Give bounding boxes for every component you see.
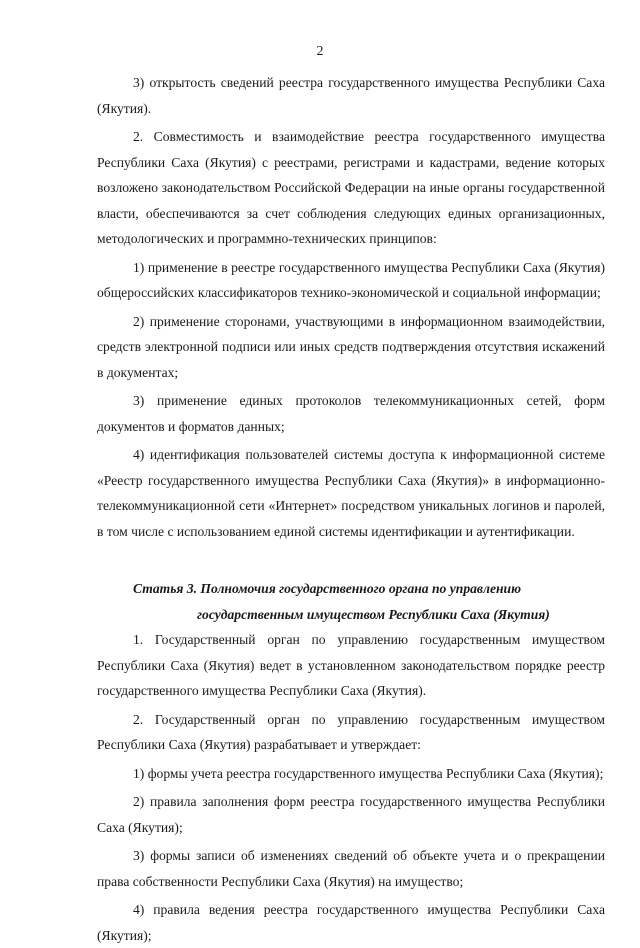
list-item-maintenance-rules: 4) правила ведения реестра государственного имущества Республики Саха (Якутия); <box>97 902 605 943</box>
list-item-protocols: 3) применение единых протоколов телекоммуникационных сетей, форм документов и форматов данных; <box>97 393 605 434</box>
article-heading-line-2: государственным имуществом Республики Саха (Якутия) <box>197 606 550 622</box>
list-item-electronic-signature: 2) применение сторонами, участвующими в информационном взаимодействии, средств электронной подписи или иных средств подтверждения отсутствия искажений в документах; <box>97 313 605 380</box>
list-item-classifiers: 1) применение в реестре государственного имущества Республики Саха (Якутия) общероссийских классификаторов технико-экономической и социальной информации; <box>97 259 605 300</box>
paragraph-approves: 2. Государственный орган по управлению государственным имуществом Республики Саха (Якутия) разрабатывает и утверждает: <box>97 711 605 752</box>
paragraph-compatibility: 2. Совместимость и взаимодействие реестра государственного имущества Республики Саха (Якутия) с реестрами, регистрами и кадастрами, ведение которых возложено законодательством Российской Федерации на иные органы государственной власти, обеспечиваются за счет соблюдения следующих единых организационных, методологических и программно-технических принципов: <box>97 129 605 246</box>
article-heading-line-1: Статья 3. Полномочия государственного органа по управлению <box>133 581 522 596</box>
list-item-identification: 4) идентификация пользователей системы доступа к информационной системе «Реестр государственного имущества Республики Саха (Якутия)» в информационно-телекоммуникационной сети «Интернет» посредством уникальных логинов и паролей, в том числе с использованием единой системы идентификации и аутентификации. <box>97 447 605 539</box>
page-number: 2 <box>316 44 324 59</box>
paragraph-registry-maintenance: 1. Государственный орган по управлению государственным имуществом Республики Саха (Якутия) ведет в установленном законодательством порядке реестр государственного имущества Республики Саха (Якутия). <box>97 632 605 698</box>
document-body <box>97 70 605 948</box>
list-item-change-record-forms: 3) формы записи об изменениях сведений об объекте учета и о прекращении права собственности Республики Саха (Якутия) на имущество; <box>97 848 605 889</box>
list-item-accounting-forms: 1) формы учета реестра государственного имущества Республики Саха (Якутия); <box>133 765 604 781</box>
list-item-filling-rules: 2) правила заполнения форм реестра государственного имущества Республики Саха (Якутия); <box>97 794 605 835</box>
paragraph-openness: 3) открытость сведений реестра государственного имущества Республики Саха (Якутия). <box>97 75 605 116</box>
article-heading <box>97 576 605 627</box>
